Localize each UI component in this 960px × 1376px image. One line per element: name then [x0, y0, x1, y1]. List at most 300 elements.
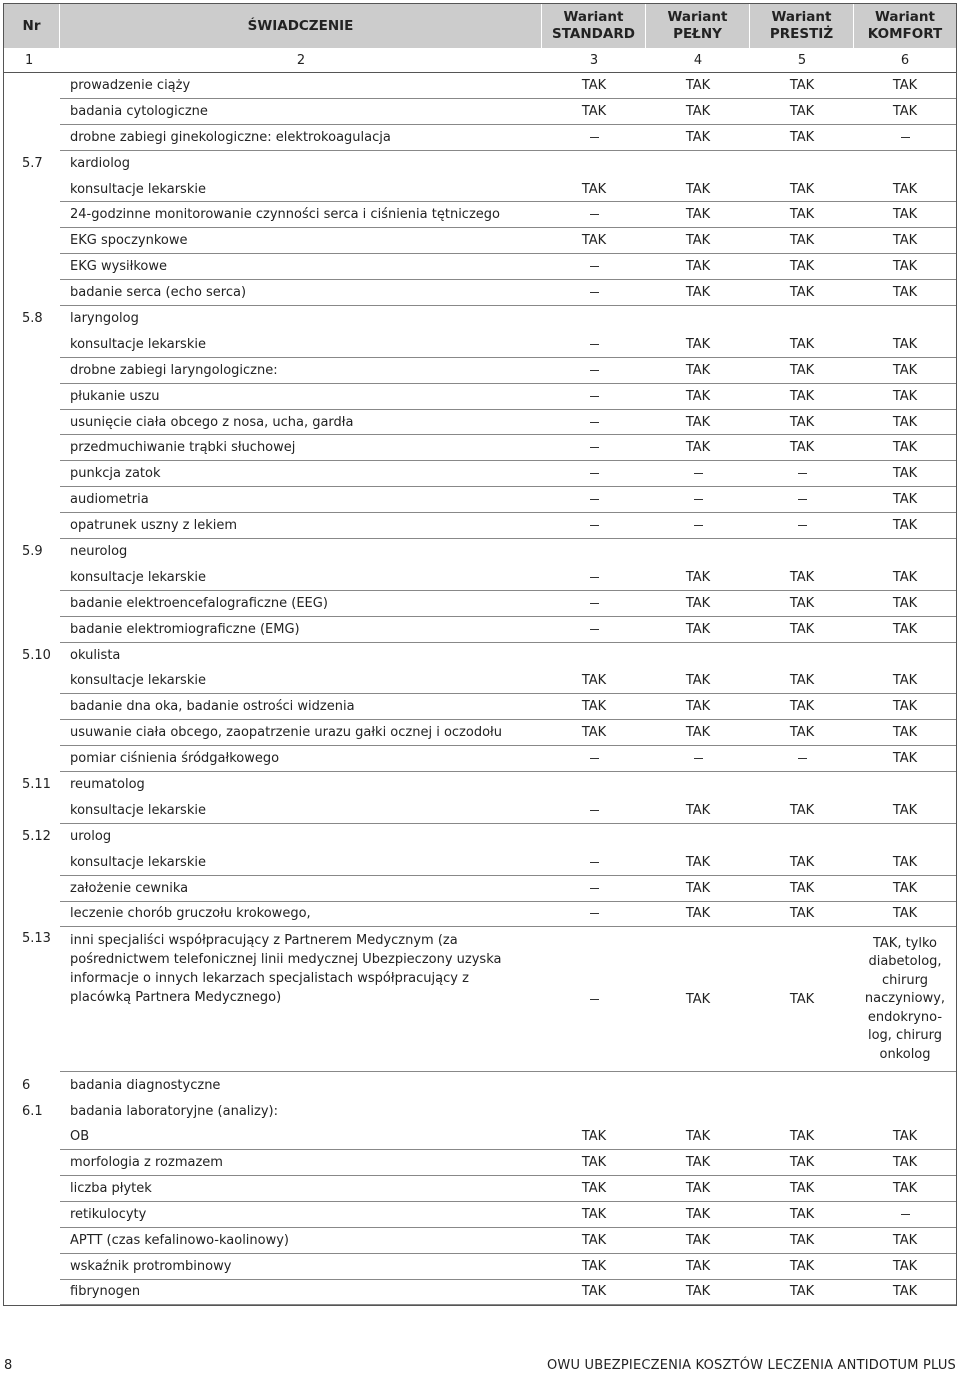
column-number: 2 — [296, 52, 306, 68]
dash-mark — [798, 525, 807, 526]
table-row — [4, 125, 956, 151]
table-row — [4, 902, 956, 928]
header-service: ŚWIADCZENIE — [60, 4, 542, 48]
value-prestiz: TAK — [750, 177, 854, 203]
value-prestiz — [750, 461, 854, 487]
value-prestiz: TAK — [750, 876, 854, 902]
header-variant-prestiz: Wariant PRESTIŻ — [750, 4, 854, 48]
service-name: retikulocyty — [60, 1202, 542, 1228]
value-standard: TAK — [542, 1176, 646, 1202]
row-number — [4, 1280, 60, 1306]
value-prestiz: TAK — [750, 254, 854, 280]
dash-mark — [590, 888, 599, 889]
section-row — [4, 824, 956, 850]
section-row — [4, 1098, 956, 1124]
section-row — [4, 306, 956, 332]
value-komfort: TAK — [854, 617, 956, 643]
value-komfort: TAK — [854, 1254, 956, 1280]
service-name: drobne zabiegi ginekologiczne: elektrokoagulacja — [60, 125, 542, 151]
row-number — [4, 1228, 60, 1254]
row-number — [4, 1176, 60, 1202]
value-komfort: TAK — [854, 1176, 956, 1202]
value-standard — [542, 513, 646, 539]
row-number: 5.7 — [22, 156, 43, 172]
row-number: 5.9 — [22, 544, 43, 560]
row-number — [4, 1202, 60, 1228]
value-prestiz: TAK — [750, 591, 854, 617]
value-komfort: TAK — [854, 1124, 956, 1150]
dash-mark — [590, 396, 599, 397]
service-name: pomiar ciśnienia śródgałkowego — [60, 746, 542, 772]
value-komfort: TAK — [854, 668, 956, 694]
value-komfort: TAK — [854, 850, 956, 876]
service-name: punkcja zatok — [60, 461, 542, 487]
value-prestiz: TAK — [750, 1280, 854, 1306]
dash-mark — [590, 603, 599, 604]
table-row — [4, 617, 956, 643]
value-komfort: TAK — [854, 513, 956, 539]
value-prestiz: TAK — [750, 410, 854, 436]
value-standard: TAK — [542, 1280, 646, 1306]
value-standard — [542, 332, 646, 358]
table-row — [4, 1124, 956, 1150]
service-name: konsultacje lekarskie — [60, 177, 542, 203]
value-pelny: TAK — [646, 1176, 750, 1202]
table-row — [4, 1150, 956, 1176]
row-number — [4, 358, 60, 384]
value-pelny: TAK — [646, 280, 750, 306]
dash-mark — [590, 862, 599, 863]
row-number — [4, 720, 60, 746]
dash-mark — [694, 499, 703, 500]
value-pelny: TAK — [646, 410, 750, 436]
value-standard — [542, 435, 646, 461]
value-pelny: TAK — [646, 720, 750, 746]
row-number: 6.1 — [22, 1103, 43, 1119]
table-row — [4, 280, 956, 306]
service-name: APTT (czas kefalinowo-kaolinowy) — [60, 1228, 542, 1254]
service-name: laryngolog — [70, 311, 139, 327]
table-row — [4, 513, 956, 539]
row-number — [4, 125, 60, 151]
row-number — [4, 746, 60, 772]
value-pelny: TAK — [646, 617, 750, 643]
row-number — [4, 1124, 60, 1150]
value-prestiz: TAK — [750, 280, 854, 306]
service-name: badania laboratoryjne (analizy): — [70, 1103, 278, 1119]
dash-mark — [694, 473, 703, 474]
value-pelny: TAK — [646, 384, 750, 410]
service-name: badania diagnostyczne — [70, 1077, 221, 1093]
dash-mark — [590, 525, 599, 526]
value-pelny: TAK — [646, 1254, 750, 1280]
value-pelny — [646, 461, 750, 487]
value-komfort: TAK — [854, 1150, 956, 1176]
value-pelny: TAK — [646, 332, 750, 358]
document-title: OWU UBEZPIECZENIA KOSZTÓW LECZENIA ANTIDOTUM PLUS — [547, 1358, 956, 1373]
value-standard — [542, 591, 646, 617]
service-name: badanie serca (echo serca) — [60, 280, 542, 306]
dash-mark — [694, 525, 703, 526]
value-pelny: TAK — [646, 902, 750, 928]
service-name: wskaźnik protrombinowy — [60, 1254, 542, 1280]
value-pelny: TAK — [646, 1124, 750, 1150]
page-number: 8 — [4, 1358, 13, 1373]
value-komfort: TAK — [854, 358, 956, 384]
service-name: inni specjaliści współpracujący z Partnerem Medycznym (za pośrednictwem telefonicznej linii medycznej Ubezpieczony uzyska informacje o innych lekarzach specjalistach współpracujący z placówką Partnera Medycznego) — [60, 927, 542, 1072]
value-prestiz: TAK — [750, 202, 854, 228]
row-number: 6 — [22, 1077, 31, 1093]
column-number: 1 — [25, 52, 34, 68]
table-row — [4, 1280, 956, 1306]
value-pelny: TAK — [646, 850, 750, 876]
value-standard — [542, 565, 646, 591]
value-prestiz: TAK — [750, 435, 854, 461]
value-komfort: TAK — [854, 177, 956, 203]
table-row — [4, 99, 956, 125]
value-prestiz: TAK — [750, 73, 854, 99]
value-standard: TAK — [542, 720, 646, 746]
value-prestiz: TAK — [750, 798, 854, 824]
table-row — [4, 358, 956, 384]
value-prestiz: TAK — [750, 617, 854, 643]
value-prestiz: TAK — [750, 668, 854, 694]
service-name: badania cytologiczne — [60, 99, 542, 125]
value-standard — [542, 487, 646, 513]
value-prestiz — [750, 513, 854, 539]
value-komfort — [854, 1202, 956, 1228]
dash-mark — [798, 758, 807, 759]
value-komfort: TAK — [854, 902, 956, 928]
row-number: 5.13 — [22, 931, 51, 947]
dash-mark — [590, 577, 599, 578]
value-komfort: TAK — [854, 99, 956, 125]
header-nr: Nr — [4, 4, 60, 48]
column-number: 5 — [797, 52, 807, 68]
value-prestiz: TAK — [750, 358, 854, 384]
service-name: audiometria — [60, 487, 542, 513]
table-row — [4, 177, 956, 203]
value-komfort: TAK — [854, 202, 956, 228]
value-line: TAK, tylko — [872, 935, 938, 951]
service-name: EKG wysiłkowe — [60, 254, 542, 280]
value-pelny: TAK — [646, 668, 750, 694]
row-number — [4, 668, 60, 694]
table-row — [4, 927, 956, 1072]
header-variant-standard: Wariant STANDARD — [542, 4, 646, 48]
service-name: konsultacje lekarskie — [60, 850, 542, 876]
value-pelny — [646, 487, 750, 513]
value-prestiz: TAK — [750, 694, 854, 720]
dash-mark — [590, 810, 599, 811]
row-number — [4, 1254, 60, 1280]
row-number — [4, 177, 60, 203]
table-row — [4, 202, 956, 228]
service-name: konsultacje lekarskie — [60, 798, 542, 824]
value-komfort: TAK — [854, 461, 956, 487]
value-pelny: TAK — [646, 1202, 750, 1228]
service-name: drobne zabiegi laryngologiczne: — [60, 358, 542, 384]
column-number: 4 — [693, 52, 703, 68]
row-number — [4, 694, 60, 720]
dash-mark — [590, 447, 599, 448]
value-line: log, chirurg — [867, 1028, 943, 1044]
service-name: EKG spoczynkowe — [60, 228, 542, 254]
row-number — [4, 617, 60, 643]
dash-mark — [590, 629, 599, 630]
value-komfort: TAK — [854, 565, 956, 591]
value-pelny: TAK — [646, 1150, 750, 1176]
row-number — [4, 487, 60, 513]
table-row — [4, 332, 956, 358]
service-name: OB — [60, 1124, 542, 1150]
value-komfort: TAK — [854, 254, 956, 280]
dash-mark — [590, 266, 599, 267]
value-line: onkolog — [879, 1046, 931, 1062]
value-standard — [542, 384, 646, 410]
value-pelny: TAK — [646, 125, 750, 151]
value-standard — [542, 902, 646, 928]
value-standard — [542, 410, 646, 436]
value-prestiz — [750, 746, 854, 772]
table-row — [4, 850, 956, 876]
row-number — [4, 565, 60, 591]
table-row — [4, 720, 956, 746]
value-standard — [542, 358, 646, 384]
value-prestiz: TAK — [750, 927, 854, 1072]
value-komfort — [854, 125, 956, 151]
value-prestiz: TAK — [750, 1254, 854, 1280]
table-row — [4, 746, 956, 772]
value-prestiz: TAK — [750, 565, 854, 591]
value-pelny: TAK — [646, 565, 750, 591]
value-komfort: TAK — [854, 410, 956, 436]
table-row — [4, 668, 956, 694]
dash-mark — [798, 499, 807, 500]
row-number — [4, 332, 60, 358]
dash-mark — [798, 473, 807, 474]
value-prestiz: TAK — [750, 332, 854, 358]
value-standard — [542, 202, 646, 228]
dash-mark — [590, 344, 599, 345]
value-komfort: TAK — [854, 384, 956, 410]
value-prestiz: TAK — [750, 850, 854, 876]
table-row — [4, 694, 956, 720]
benefits-table — [3, 3, 957, 1306]
value-standard: TAK — [542, 228, 646, 254]
value-prestiz: TAK — [750, 1202, 854, 1228]
value-pelny: TAK — [646, 927, 750, 1072]
service-name: badanie elektroencefalograficzne (EEG) — [60, 591, 542, 617]
value-pelny: TAK — [646, 254, 750, 280]
value-komfort: TAK — [854, 798, 956, 824]
table-row — [4, 1254, 956, 1280]
value-komfort: TAK — [854, 73, 956, 99]
value-standard: TAK — [542, 1124, 646, 1150]
dash-mark — [590, 758, 599, 759]
value-standard — [542, 876, 646, 902]
value-standard — [542, 746, 646, 772]
service-name: urolog — [70, 829, 112, 845]
row-number — [4, 513, 60, 539]
value-komfort: TAK — [854, 332, 956, 358]
section-row — [4, 1072, 956, 1098]
service-name: neurolog — [70, 544, 128, 560]
row-number — [4, 1150, 60, 1176]
table-row — [4, 591, 956, 617]
value-standard — [542, 927, 646, 1072]
row-number: 5.8 — [22, 311, 43, 327]
value-komfort: TAK — [854, 591, 956, 617]
value-pelny: TAK — [646, 798, 750, 824]
row-number: 5.10 — [22, 648, 51, 664]
value-pelny: TAK — [646, 694, 750, 720]
value-standard: TAK — [542, 1202, 646, 1228]
row-number — [4, 73, 60, 99]
service-name: liczba płytek — [60, 1176, 542, 1202]
value-prestiz: TAK — [750, 125, 854, 151]
row-number — [4, 876, 60, 902]
value-prestiz: TAK — [750, 902, 854, 928]
value-komfort: TAK — [854, 487, 956, 513]
service-name: badanie elektromiograficzne (EMG) — [60, 617, 542, 643]
value-pelny: TAK — [646, 228, 750, 254]
value-pelny — [646, 746, 750, 772]
value-standard — [542, 617, 646, 643]
row-number — [4, 461, 60, 487]
table-row — [4, 254, 956, 280]
table-body — [4, 73, 956, 1305]
table-row — [4, 1176, 956, 1202]
value-komfort: TAK — [854, 876, 956, 902]
value-pelny: TAK — [646, 99, 750, 125]
table-row — [4, 487, 956, 513]
service-name: konsultacje lekarskie — [60, 332, 542, 358]
value-prestiz: TAK — [750, 1228, 854, 1254]
value-komfort: TAK — [854, 720, 956, 746]
table-row — [4, 73, 956, 99]
service-name: usunięcie ciała obcego z nosa, ucha, gardła — [60, 410, 542, 436]
table-row — [4, 798, 956, 824]
value-pelny: TAK — [646, 1228, 750, 1254]
row-number: 5.11 — [22, 777, 51, 793]
section-row — [4, 539, 956, 565]
value-prestiz: TAK — [750, 1124, 854, 1150]
row-number — [4, 228, 60, 254]
value-komfort: TAK — [854, 435, 956, 461]
table-row — [4, 1202, 956, 1228]
section-row — [4, 151, 956, 177]
value-line: diabetolog, — [868, 954, 942, 970]
value-prestiz — [750, 487, 854, 513]
row-number — [4, 798, 60, 824]
value-pelny: TAK — [646, 73, 750, 99]
value-standard — [542, 254, 646, 280]
header-variant-pelny: Wariant PEŁNY — [646, 4, 750, 48]
service-name: reumatolog — [70, 777, 145, 793]
service-name: płukanie uszu — [60, 384, 542, 410]
value-standard — [542, 280, 646, 306]
table-row — [4, 435, 956, 461]
service-name: badanie dna oka, badanie ostrości widzenia — [60, 694, 542, 720]
value-line: chirurg — [882, 972, 928, 988]
service-name: założenie cewnika — [60, 876, 542, 902]
value-komfort: TAK — [854, 1228, 956, 1254]
value-standard — [542, 461, 646, 487]
value-pelny: TAK — [646, 591, 750, 617]
dash-mark — [590, 499, 599, 500]
table-row — [4, 876, 956, 902]
service-name: kardiolog — [70, 156, 131, 172]
table-row — [4, 228, 956, 254]
value-standard: TAK — [542, 694, 646, 720]
dash-mark — [590, 292, 599, 293]
value-pelny — [646, 513, 750, 539]
value-pelny: TAK — [646, 177, 750, 203]
table-row — [4, 565, 956, 591]
service-name: 24-godzinne monitorowanie czynności serca i ciśnienia tętniczego — [60, 202, 542, 228]
dash-mark — [590, 137, 599, 138]
service-name: konsultacje lekarskie — [60, 565, 542, 591]
value-prestiz: TAK — [750, 99, 854, 125]
row-number: 5.12 — [22, 829, 51, 845]
row-number — [4, 254, 60, 280]
value-standard: TAK — [542, 73, 646, 99]
table-row — [4, 410, 956, 436]
service-name: usuwanie ciała obcego, zaopatrzenie urazu gałki ocznej i oczodołu — [60, 720, 542, 746]
value-komfort — [854, 927, 956, 1072]
row-number — [4, 384, 60, 410]
table-row — [4, 1228, 956, 1254]
dash-mark — [694, 758, 703, 759]
service-name: morfologia z rozmazem — [60, 1150, 542, 1176]
service-name: opatrunek uszny z lekiem — [60, 513, 542, 539]
header-variant-komfort: Wariant KOMFORT — [867, 9, 943, 42]
value-pelny: TAK — [646, 876, 750, 902]
value-prestiz: TAK — [750, 228, 854, 254]
section-row — [4, 643, 956, 669]
value-komfort: TAK — [854, 1280, 956, 1306]
service-name: leczenie chorób gruczołu krokowego, — [60, 902, 542, 928]
dash-mark — [590, 999, 599, 1000]
value-pelny: TAK — [646, 435, 750, 461]
value-prestiz: TAK — [750, 1150, 854, 1176]
dash-mark — [590, 913, 599, 914]
row-number — [4, 280, 60, 306]
value-komfort: TAK — [854, 228, 956, 254]
service-name: prowadzenie ciąży — [60, 73, 542, 99]
value-standard — [542, 798, 646, 824]
row-number — [4, 850, 60, 876]
value-komfort: TAK — [854, 746, 956, 772]
value-line: endokryno- — [867, 1009, 943, 1025]
value-pelny: TAK — [646, 1280, 750, 1306]
value-prestiz: TAK — [750, 384, 854, 410]
service-name: okulista — [70, 648, 121, 664]
table-row — [4, 461, 956, 487]
value-pelny: TAK — [646, 358, 750, 384]
value-prestiz: TAK — [750, 1176, 854, 1202]
row-number — [4, 202, 60, 228]
dash-mark — [590, 473, 599, 474]
value-komfort: TAK — [854, 280, 956, 306]
dash-mark — [590, 422, 599, 423]
value-komfort: TAK — [854, 694, 956, 720]
value-prestiz: TAK — [750, 720, 854, 746]
value-standard: TAK — [542, 1254, 646, 1280]
page-footer — [0, 1358, 960, 1376]
row-number — [4, 591, 60, 617]
